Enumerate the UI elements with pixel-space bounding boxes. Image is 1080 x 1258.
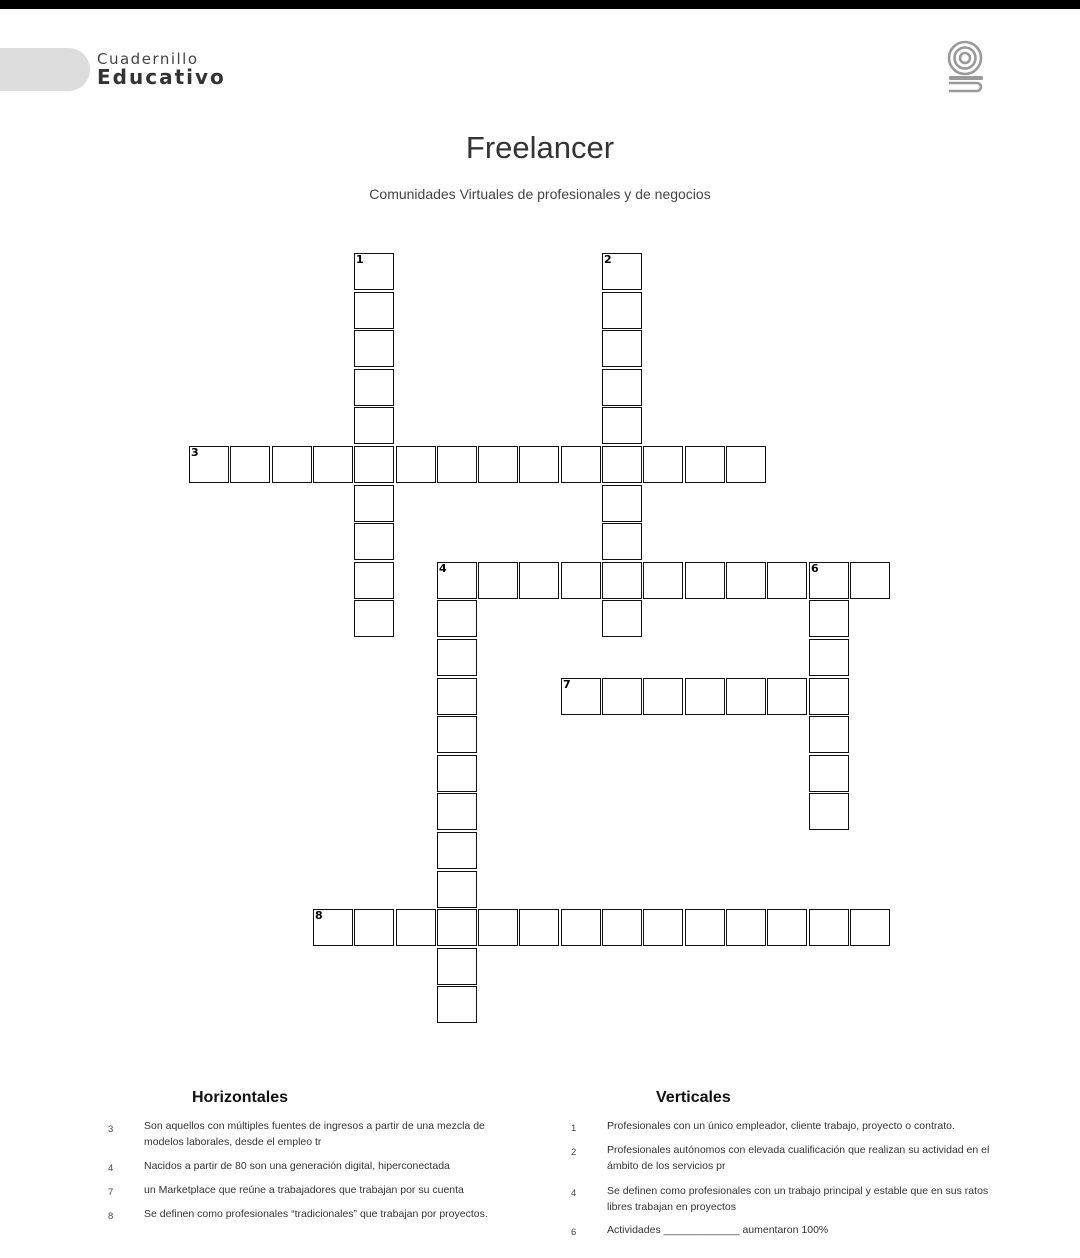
crossword-cell[interactable]: [478, 909, 518, 946]
crossword-cell[interactable]: [354, 446, 394, 483]
horizontal-clues-heading: Horizontales: [192, 1089, 289, 1106]
clue-number: 8: [108, 1211, 114, 1222]
crossword-cell[interactable]: [602, 369, 642, 406]
crossword-cell[interactable]: [354, 369, 394, 406]
clue-number: 4: [571, 1188, 577, 1199]
crossword-cell[interactable]: [354, 600, 394, 637]
crossword-cell[interactable]: [478, 446, 518, 483]
logo-icon: [944, 38, 988, 96]
crossword-cell[interactable]: [354, 909, 394, 946]
clue-number: 1: [571, 1123, 577, 1134]
crossword-cell[interactable]: [437, 562, 477, 599]
crossword-cell[interactable]: [726, 446, 766, 483]
crossword-cell[interactable]: [396, 446, 436, 483]
crossword-cell[interactable]: [685, 446, 725, 483]
cell-number: 1: [356, 253, 364, 266]
cell-number: 8: [315, 909, 323, 922]
crossword-cell[interactable]: [643, 446, 683, 483]
crossword-cell[interactable]: [519, 562, 559, 599]
crossword-cell[interactable]: [519, 446, 559, 483]
crossword-cell[interactable]: [230, 446, 270, 483]
page-subtitle: Comunidades Virtuales de profesionales y de negocios: [369, 186, 711, 202]
page-title: Freelancer: [465, 130, 615, 165]
vertical-clues-heading: Verticales: [656, 1089, 731, 1106]
clue-text: Actividades _____________ aumentaron 100%: [607, 1224, 829, 1236]
crossword-cell[interactable]: [602, 446, 642, 483]
clue-text: Se definen como profesionales con un trabajo principal y estable que en sus ratos libres trabajan en proyectos: [607, 1185, 989, 1213]
crossword-cell[interactable]: [437, 793, 477, 830]
crossword-cell[interactable]: [809, 909, 849, 946]
crossword-cell[interactable]: [726, 909, 766, 946]
crossword-cell[interactable]: [643, 909, 683, 946]
crossword-cell[interactable]: [809, 716, 849, 753]
crossword-cell[interactable]: [809, 755, 849, 792]
crossword-cell[interactable]: [437, 986, 477, 1023]
crossword-cell[interactable]: [602, 523, 642, 560]
crossword-cell[interactable]: [809, 562, 849, 599]
clue-number: 6: [571, 1227, 577, 1238]
crossword-cell[interactable]: [602, 678, 642, 715]
crossword-cell[interactable]: [313, 446, 353, 483]
crossword-cell[interactable]: [437, 716, 477, 753]
crossword-cell[interactable]: [437, 871, 477, 908]
header-tab: [0, 48, 90, 91]
crossword-cell[interactable]: [354, 485, 394, 522]
crossword-cell[interactable]: [602, 600, 642, 637]
crossword-cell[interactable]: [726, 678, 766, 715]
crossword-cell[interactable]: [396, 909, 436, 946]
crossword-cell[interactable]: [354, 330, 394, 367]
crossword-cell[interactable]: [437, 832, 477, 869]
crossword-cell[interactable]: [437, 909, 477, 946]
crossword-cell[interactable]: [767, 562, 807, 599]
crossword-cell[interactable]: [767, 678, 807, 715]
crossword-cell[interactable]: [354, 292, 394, 329]
clue-text: Profesionales con un único empleador, cliente trabajo, proyecto o contrato.: [607, 1120, 955, 1132]
brand-name-bottom: Educativo: [97, 65, 226, 89]
crossword-cell[interactable]: [437, 446, 477, 483]
crossword-cell[interactable]: [809, 793, 849, 830]
crossword-cell[interactable]: [354, 523, 394, 560]
clue-text: Se definen como profesionales “tradicionales” que trabajan por proyectos.: [144, 1208, 488, 1220]
cell-number: 6: [811, 562, 819, 575]
top-bar: [0, 0, 1080, 9]
crossword-cell[interactable]: [850, 562, 890, 599]
crossword-cell[interactable]: [602, 407, 642, 444]
crossword-cell[interactable]: [643, 678, 683, 715]
crossword-cell[interactable]: [313, 909, 353, 946]
cell-number: 2: [604, 253, 612, 266]
cell-number: 7: [563, 678, 571, 691]
crossword-cell[interactable]: [354, 253, 394, 290]
crossword-cell[interactable]: [685, 909, 725, 946]
clue-text: Profesionales autónomos con elevada cualificación que realizan su actividad en el ámbito de los servicios pr: [607, 1144, 990, 1172]
clue-text: Nacidos a partir de 80 son una generación digital, hiperconectada: [144, 1160, 450, 1172]
crossword-cell[interactable]: [189, 446, 229, 483]
crossword-cell[interactable]: [602, 485, 642, 522]
crossword-cell[interactable]: [809, 600, 849, 637]
crossword-cell[interactable]: [437, 639, 477, 676]
crossword-cell[interactable]: [437, 948, 477, 985]
brand-name-top: Cuadernillo: [97, 50, 199, 68]
crossword-cell[interactable]: [809, 639, 849, 676]
crossword-cell[interactable]: [602, 909, 642, 946]
crossword-cell[interactable]: [602, 330, 642, 367]
cell-number: 3: [191, 446, 199, 459]
crossword-cell[interactable]: [478, 562, 518, 599]
crossword-cell[interactable]: [685, 678, 725, 715]
crossword-cell[interactable]: [809, 678, 849, 715]
crossword-cell[interactable]: [354, 407, 394, 444]
crossword-cell[interactable]: [272, 446, 312, 483]
clue-number: 4: [108, 1163, 114, 1174]
clue-number: 7: [108, 1187, 114, 1198]
crossword-cell[interactable]: [561, 446, 601, 483]
crossword-cell[interactable]: [602, 253, 642, 290]
clue-number: 3: [108, 1124, 114, 1135]
crossword-cell[interactable]: [437, 678, 477, 715]
crossword-cell[interactable]: [437, 600, 477, 637]
crossword-cell[interactable]: [850, 909, 890, 946]
crossword-cell[interactable]: [602, 292, 642, 329]
crossword-cell[interactable]: [767, 909, 807, 946]
crossword-cell[interactable]: [561, 678, 601, 715]
crossword-cell[interactable]: [561, 562, 601, 599]
crossword-cell[interactable]: [354, 562, 394, 599]
crossword-cell[interactable]: [643, 562, 683, 599]
clue-number: 2: [571, 1147, 577, 1158]
clue-text: un Marketplace que reúne a trabajadores que trabajan por su cuenta: [144, 1184, 464, 1196]
cell-number: 4: [439, 562, 447, 575]
crossword-cell[interactable]: [602, 562, 642, 599]
crossword-cell[interactable]: [561, 909, 601, 946]
crossword-cell[interactable]: [685, 562, 725, 599]
crossword-cell[interactable]: [519, 909, 559, 946]
crossword-cell[interactable]: [726, 562, 766, 599]
crossword-cell[interactable]: [437, 755, 477, 792]
clue-text: Son aquellos con múltiples fuentes de ingresos a partir de una mezcla de modelos laborales, desde el empleo tr: [144, 1120, 485, 1148]
